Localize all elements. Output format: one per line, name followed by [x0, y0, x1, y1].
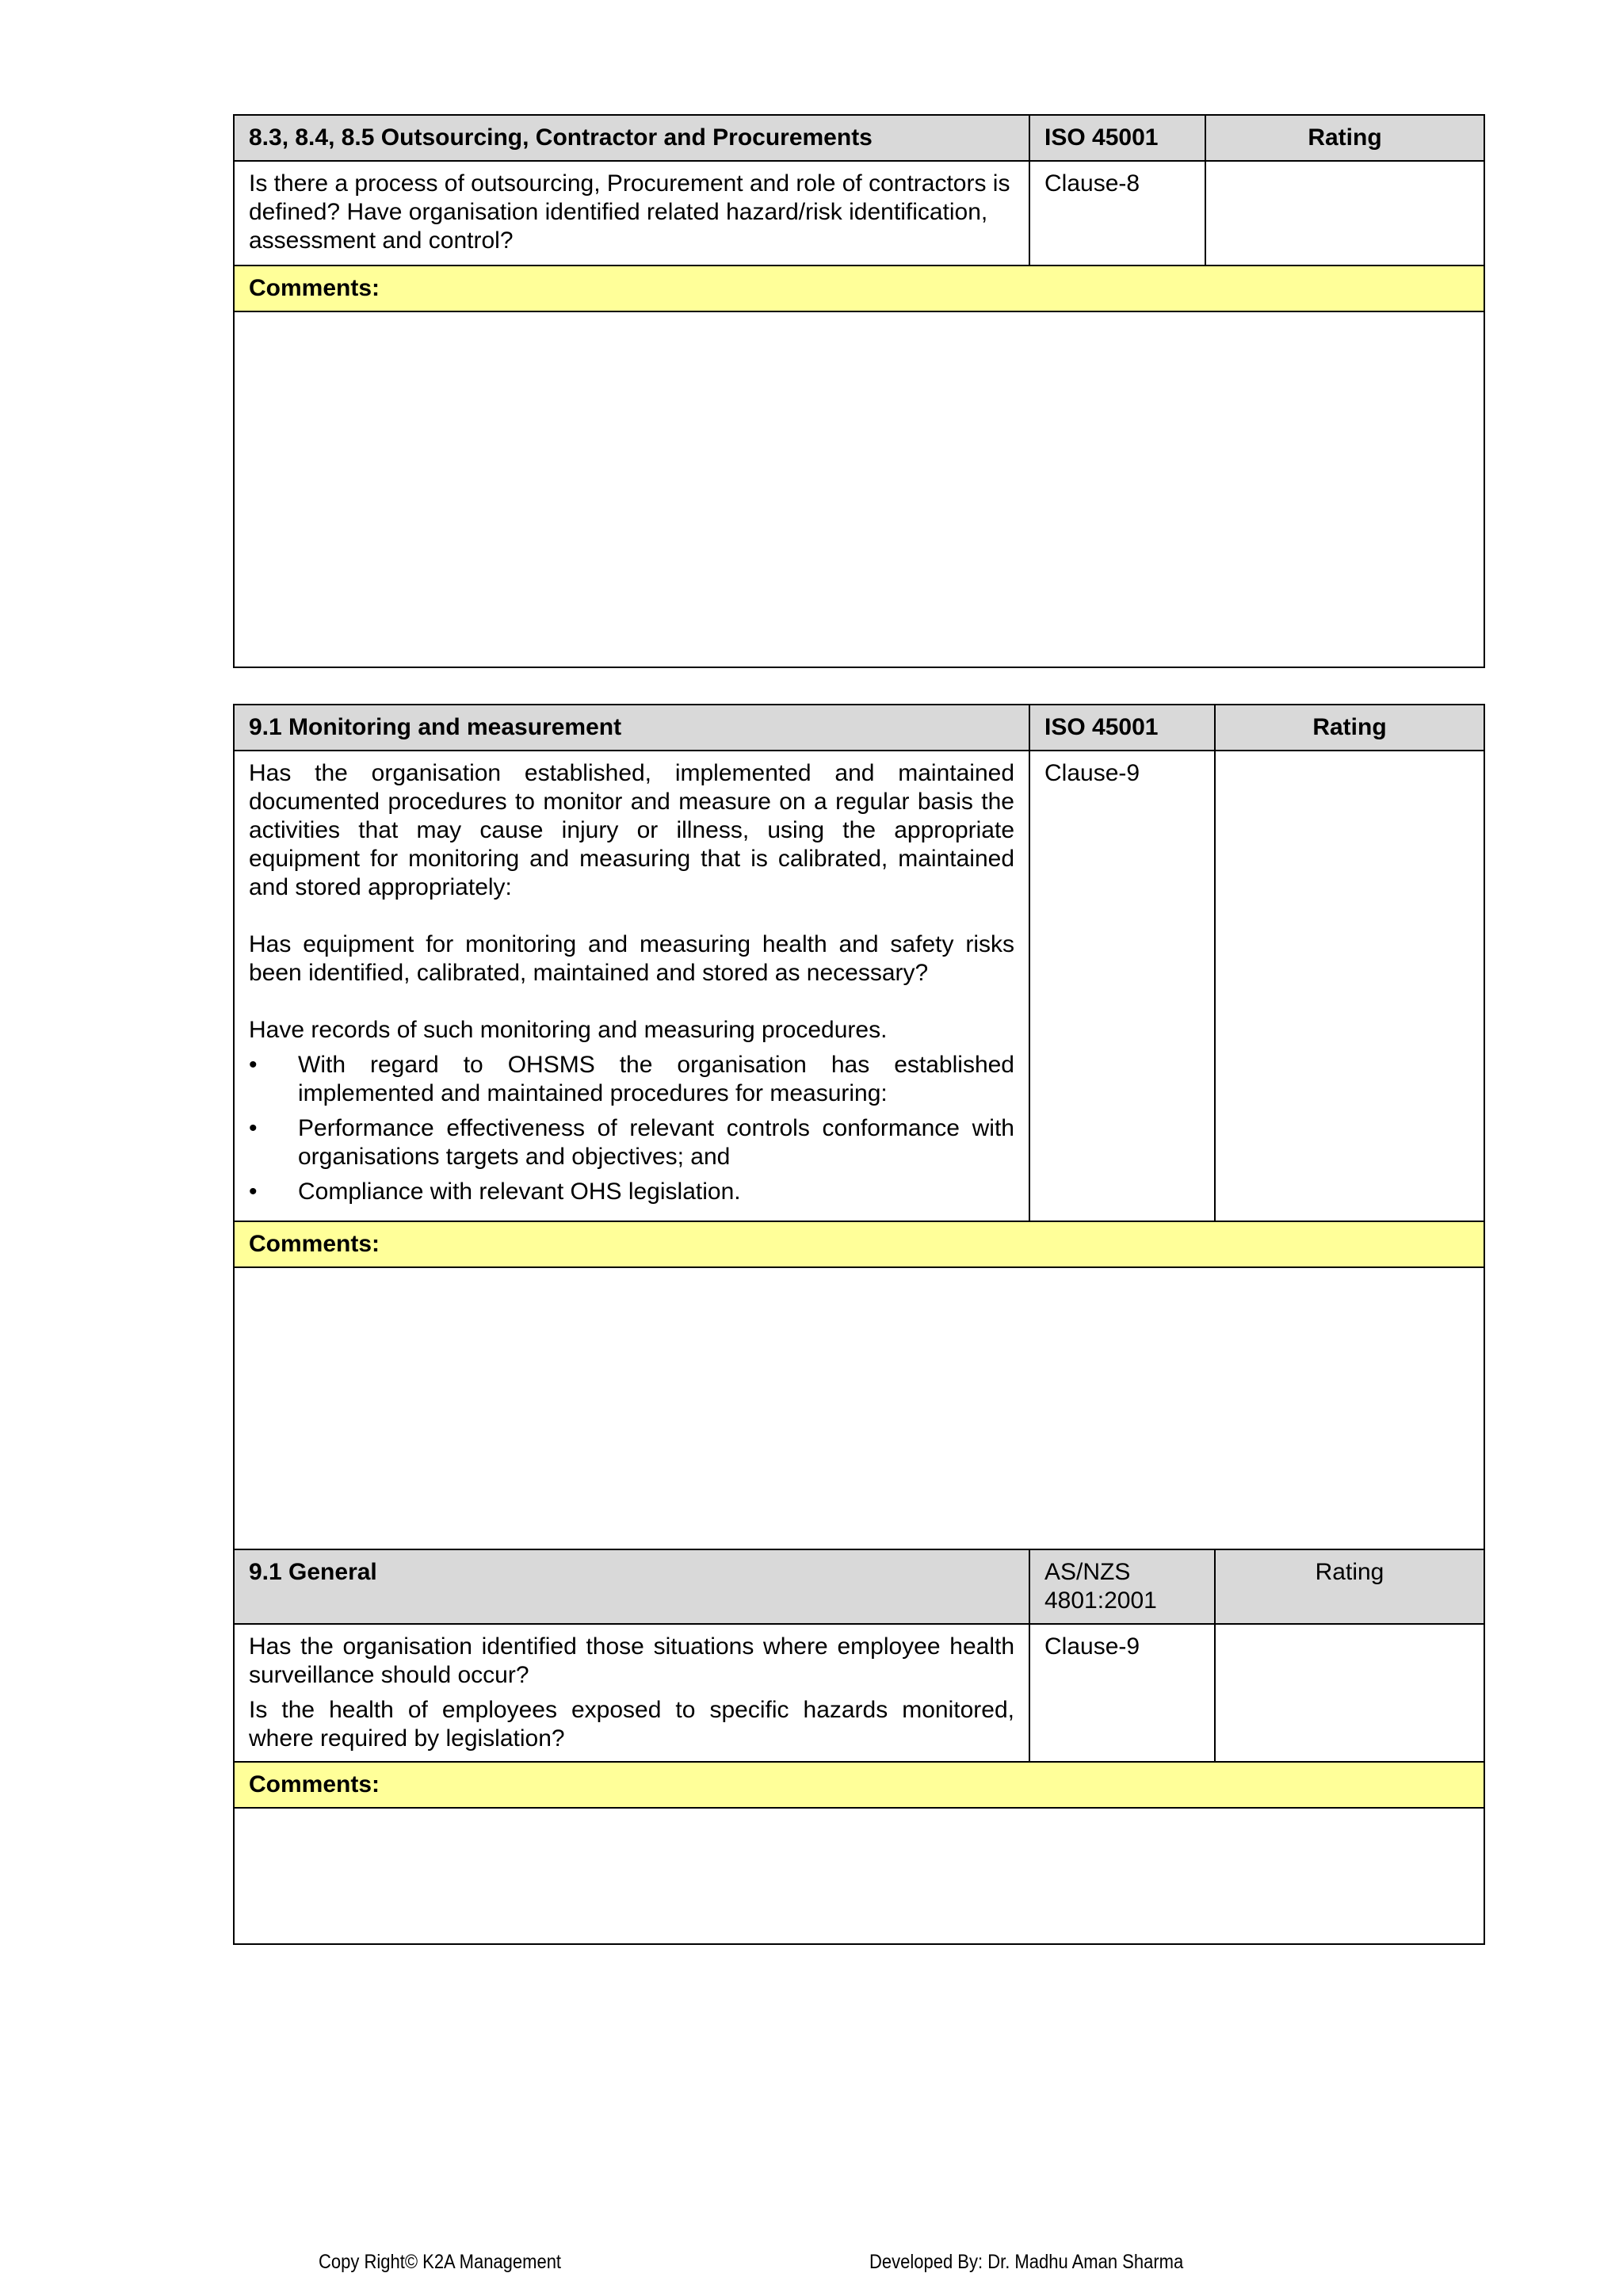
section-title: 9.1 General	[234, 1549, 1029, 1624]
section-header-row	[234, 1549, 1484, 1624]
comments-area-row	[234, 1267, 1484, 1549]
rating-label: Rating	[1215, 1549, 1484, 1624]
section-monitoring-table	[233, 704, 1485, 1945]
list-item: • Performance effectiveness of relevant controls conformance with organisations targets and objectives; and	[249, 1114, 1014, 1171]
question-paragraph: Has the organisation established, implemented and maintained documented procedures to monitor and measure on a regular basis the activities that may cause injury or illness, using the appropriate equipment for monitoring and measuring that is calibrated, maintained and stored appropriately:	[249, 760, 1014, 900]
question-row	[234, 751, 1484, 1221]
rating-label: Rating	[1215, 705, 1484, 751]
question-paragraph: Has equipment for monitoring and measuring health and safety risks been identified, calibrated, maintained and stored as necessary?	[249, 931, 1014, 986]
question-text	[234, 751, 1029, 1221]
standard-label: ISO 45001	[1029, 705, 1215, 751]
section-header-row	[234, 115, 1484, 161]
comments-area[interactable]	[234, 1267, 1484, 1549]
section-header-row	[234, 705, 1484, 751]
footer-copyright: Copy Right© K2A Management	[319, 2251, 562, 2273]
question-paragraph: Is the health of employees exposed to specific hazards monitored, where required by legislation?	[249, 1697, 1014, 1752]
standard-label: AS/NZS 4801:2001	[1029, 1549, 1215, 1624]
rating-label: Rating	[1205, 115, 1484, 161]
standard-label: ISO 45001	[1029, 115, 1205, 161]
comments-label: Comments:	[234, 1221, 1484, 1267]
clause-label: Clause-9	[1029, 751, 1215, 1221]
comments-area[interactable]	[234, 1808, 1484, 1944]
requirement-list	[249, 1051, 1014, 1206]
question-text	[234, 1624, 1029, 1762]
rating-cell[interactable]	[1215, 751, 1484, 1221]
comments-header-row	[234, 1221, 1484, 1267]
question-paragraph: Have records of such monitoring and measuring procedures.	[249, 1017, 888, 1043]
question-row	[234, 1624, 1484, 1762]
comments-header-row	[234, 1762, 1484, 1808]
clause-label: Clause-8	[1029, 161, 1205, 266]
comments-header-row	[234, 266, 1484, 311]
comments-area-row	[234, 1808, 1484, 1944]
question-text: Is there a process of outsourcing, Procurement and role of contractors is defined? Have organisation identified related hazard/risk identification, assessment and control?	[234, 161, 1029, 266]
list-item: • Compliance with relevant OHS legislation.	[249, 1178, 1014, 1206]
question-row	[234, 161, 1484, 266]
footer-developer: Developed By: Dr. Madhu Aman Sharma	[869, 2251, 1184, 2273]
rating-cell[interactable]	[1215, 1624, 1484, 1762]
rating-cell[interactable]	[1205, 161, 1484, 266]
comments-label: Comments:	[234, 266, 1484, 311]
comments-area-row	[234, 311, 1484, 667]
section-outsourcing-table	[233, 114, 1485, 668]
comments-label: Comments:	[234, 1762, 1484, 1808]
list-item: • With regard to OHSMS the organisation has established implemented and maintained procedures for measuring:	[249, 1051, 1014, 1108]
clause-label: Clause-9	[1029, 1624, 1215, 1762]
section-title: 8.3, 8.4, 8.5 Outsourcing, Contractor and Procurements	[234, 115, 1029, 161]
comments-area[interactable]	[234, 311, 1484, 667]
section-title: 9.1 Monitoring and measurement	[234, 705, 1029, 751]
question-paragraph: Has the organisation identified those situations where employee health surveillance should occur?	[249, 1633, 1014, 1688]
